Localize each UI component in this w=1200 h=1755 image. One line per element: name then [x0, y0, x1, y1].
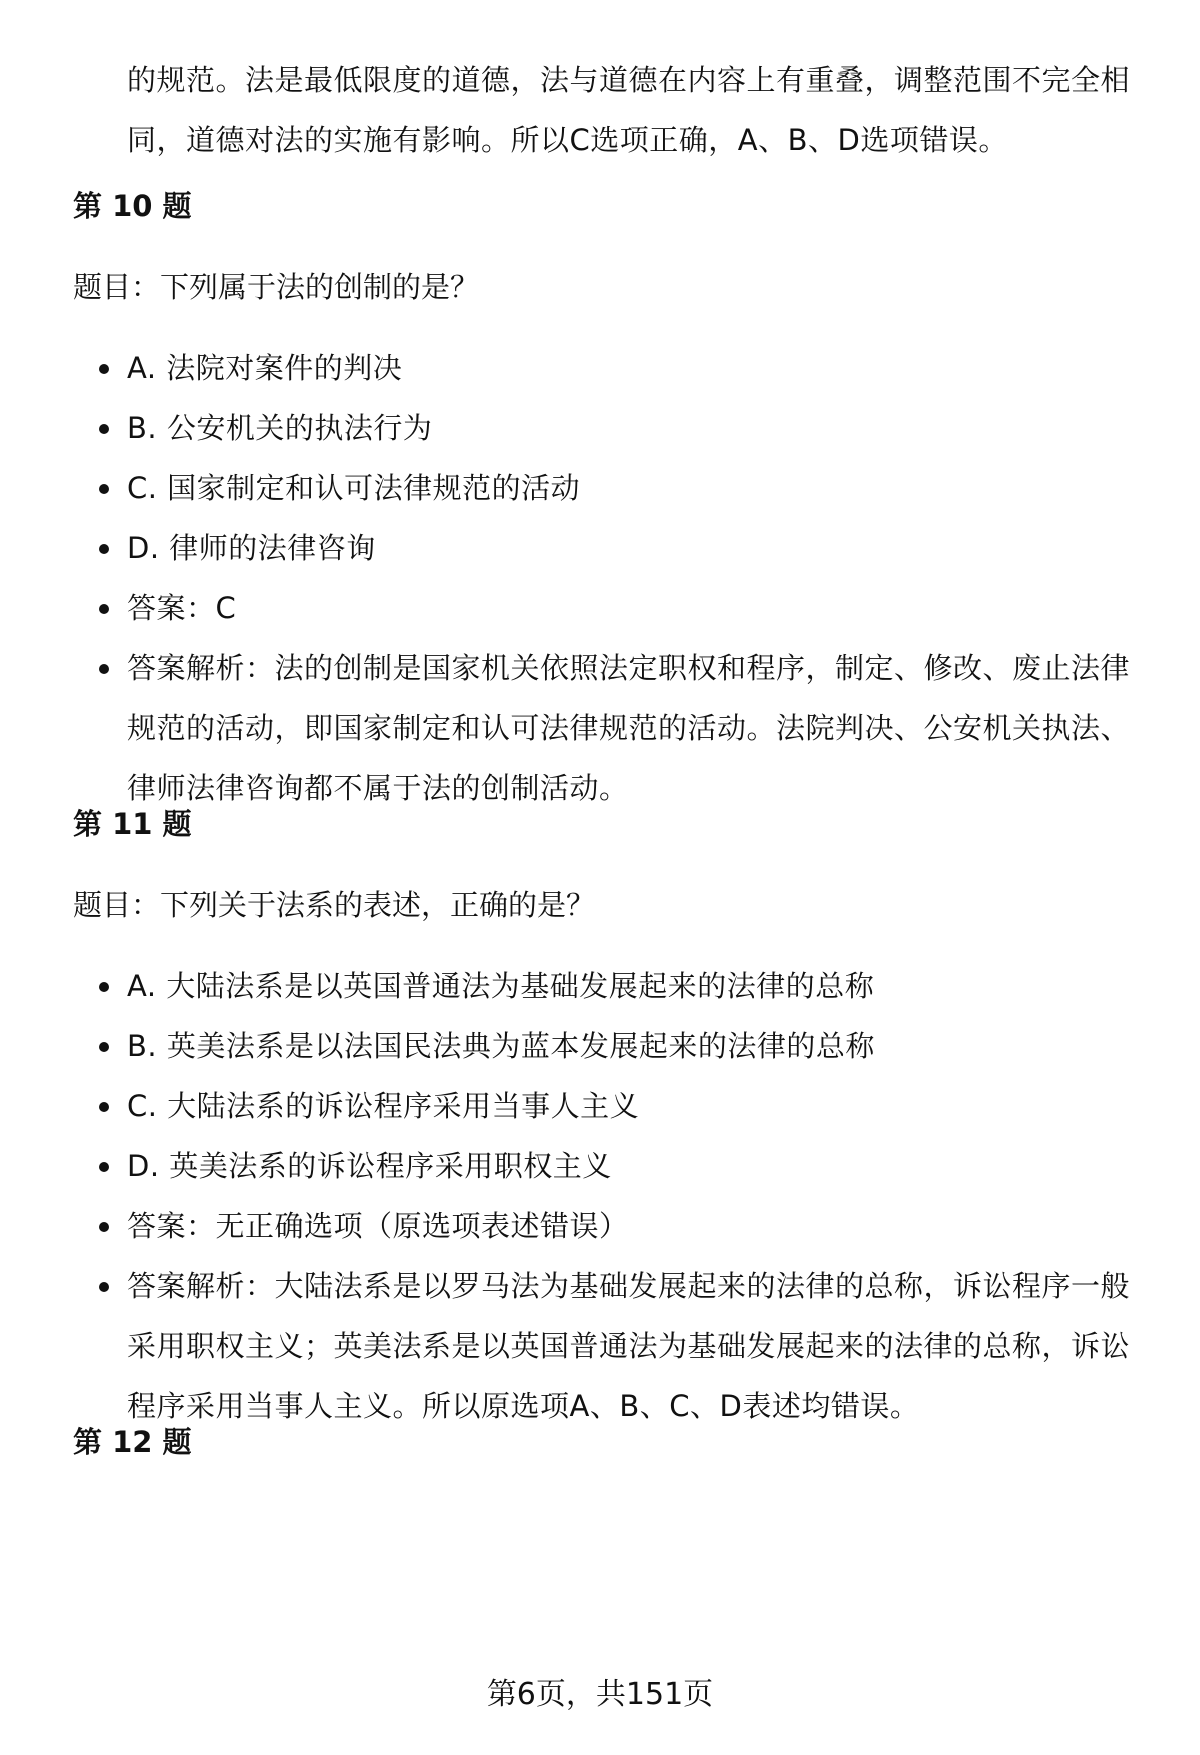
question-11-option-b: B. 英美法系是以法国民法典为蓝本发展起来的法律的总称: [0, 1016, 1200, 1076]
question-11-option-c: C. 大陆法系的诉讼程序采用当事人主义: [0, 1076, 1200, 1136]
question-10-option-c: C. 国家制定和认可法律规范的活动: [0, 458, 1200, 518]
question-11-option-d: D. 英美法系的诉讼程序采用职权主义: [0, 1136, 1200, 1196]
continuation-paragraph: 的规范。法是最低限度的道德，法与道德在内容上有重叠，调整范围不完全相同，道德对法的实施有影响。所以C选项正确，A、B、D选项错误。: [127, 63, 1131, 157]
page-number-footer: 第6页，共151页: [486, 1677, 714, 1712]
question-10-list: [0, 338, 1200, 818]
question-11-heading: 第 11 题: [73, 807, 192, 841]
question-11-prompt: 题目：下列关于法系的表述，正确的是？: [73, 888, 596, 922]
question-12-heading: 第 12 题: [73, 1425, 192, 1459]
question-10-heading: 第 10 题: [73, 189, 192, 223]
question-10-option-a: A. 法院对案件的判决: [0, 338, 1200, 398]
question-11-list: [0, 956, 1200, 1436]
question-10-option-b: B. 公安机关的执法行为: [0, 398, 1200, 458]
question-10-answer: 答案：C: [0, 578, 1200, 638]
question-11-option-a: A. 大陆法系是以英国普通法为基础发展起来的法律的总称: [0, 956, 1200, 1016]
question-10-option-d: D. 律师的法律咨询: [0, 518, 1200, 578]
question-11-explanation: 答案解析：大陆法系是以罗马法为基础发展起来的法律的总称，诉讼程序一般采用职权主义；英美法系是以英国普通法为基础发展起来的法律的总称，诉讼程序采用当事人主义。所以原选项A、B、C、D表述均错误。: [0, 1256, 1200, 1436]
question-11-answer: 答案：无正确选项（原选项表述错误）: [0, 1196, 1200, 1256]
question-10-explanation: 答案解析：法的创制是国家机关依照法定职权和程序，制定、修改、废止法律规范的活动，即国家制定和认可法律规范的活动。法院判决、公安机关执法、律师法律咨询都不属于法的创制活动。: [0, 638, 1200, 818]
question-10-prompt: 题目：下列属于法的创制的是？: [73, 270, 480, 304]
